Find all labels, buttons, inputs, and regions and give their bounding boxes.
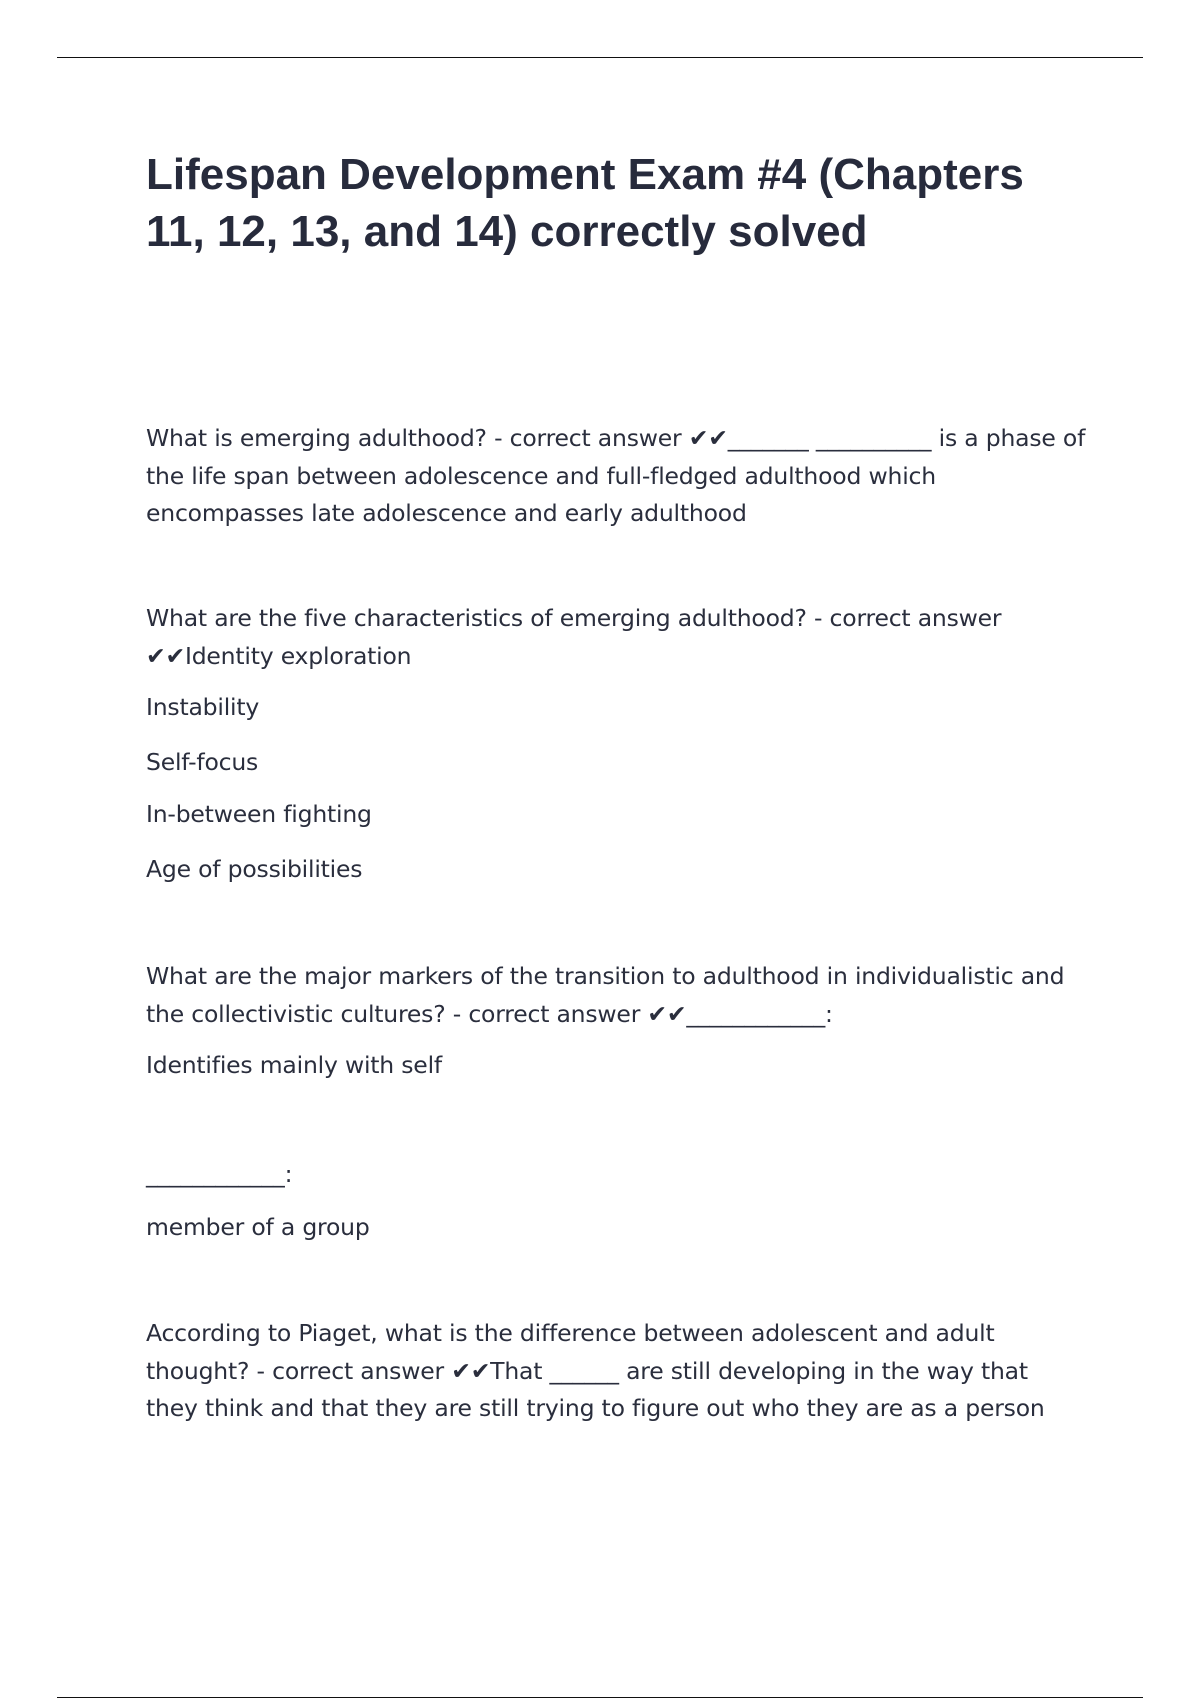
qa-text: According to Piaget, what is the difference between adolescent and adult thought? - correct answer ✔✔That ______ are still developing in the way that they think and that they are still trying to figure out who they are as a person (146, 1319, 1045, 1422)
qa-text: What is emerging adulthood? - correct answer ✔✔_______ __________ is a phase of the life span between adolescence and full-fledged adulthood which encompasses late adolescence and early adulthood (146, 424, 1086, 527)
top-rule (57, 57, 1143, 58)
bottom-rule (57, 1697, 1143, 1698)
list-item: Self-focus (146, 748, 259, 776)
answer-line: Identifies mainly with self (146, 1051, 442, 1079)
list-item: Age of possibilities (146, 855, 363, 883)
qa-text: What are the major markers of the transition to adulthood in individualistic and the collectivistic cultures? - correct answer ✔✔____________: (146, 962, 1065, 1028)
list-item: Instability (146, 693, 260, 721)
answer-line: ____________: (146, 1160, 293, 1188)
document-title: Lifespan Development Exam #4 (Chapters 11, 12, 13, and 14) correctly solved (146, 150, 1024, 256)
qa-emerging-adulthood (146, 420, 1086, 533)
qa-text: What are the five characteristics of emerging adulthood? - correct answer ✔✔Identity exploration (146, 604, 1002, 670)
list-item: In-between fighting (146, 800, 372, 828)
qa-transition-markers (146, 958, 1086, 1033)
qa-piaget (146, 1315, 1086, 1428)
qa-five-characteristics (146, 600, 1086, 675)
answer-line: member of a group (146, 1213, 370, 1241)
